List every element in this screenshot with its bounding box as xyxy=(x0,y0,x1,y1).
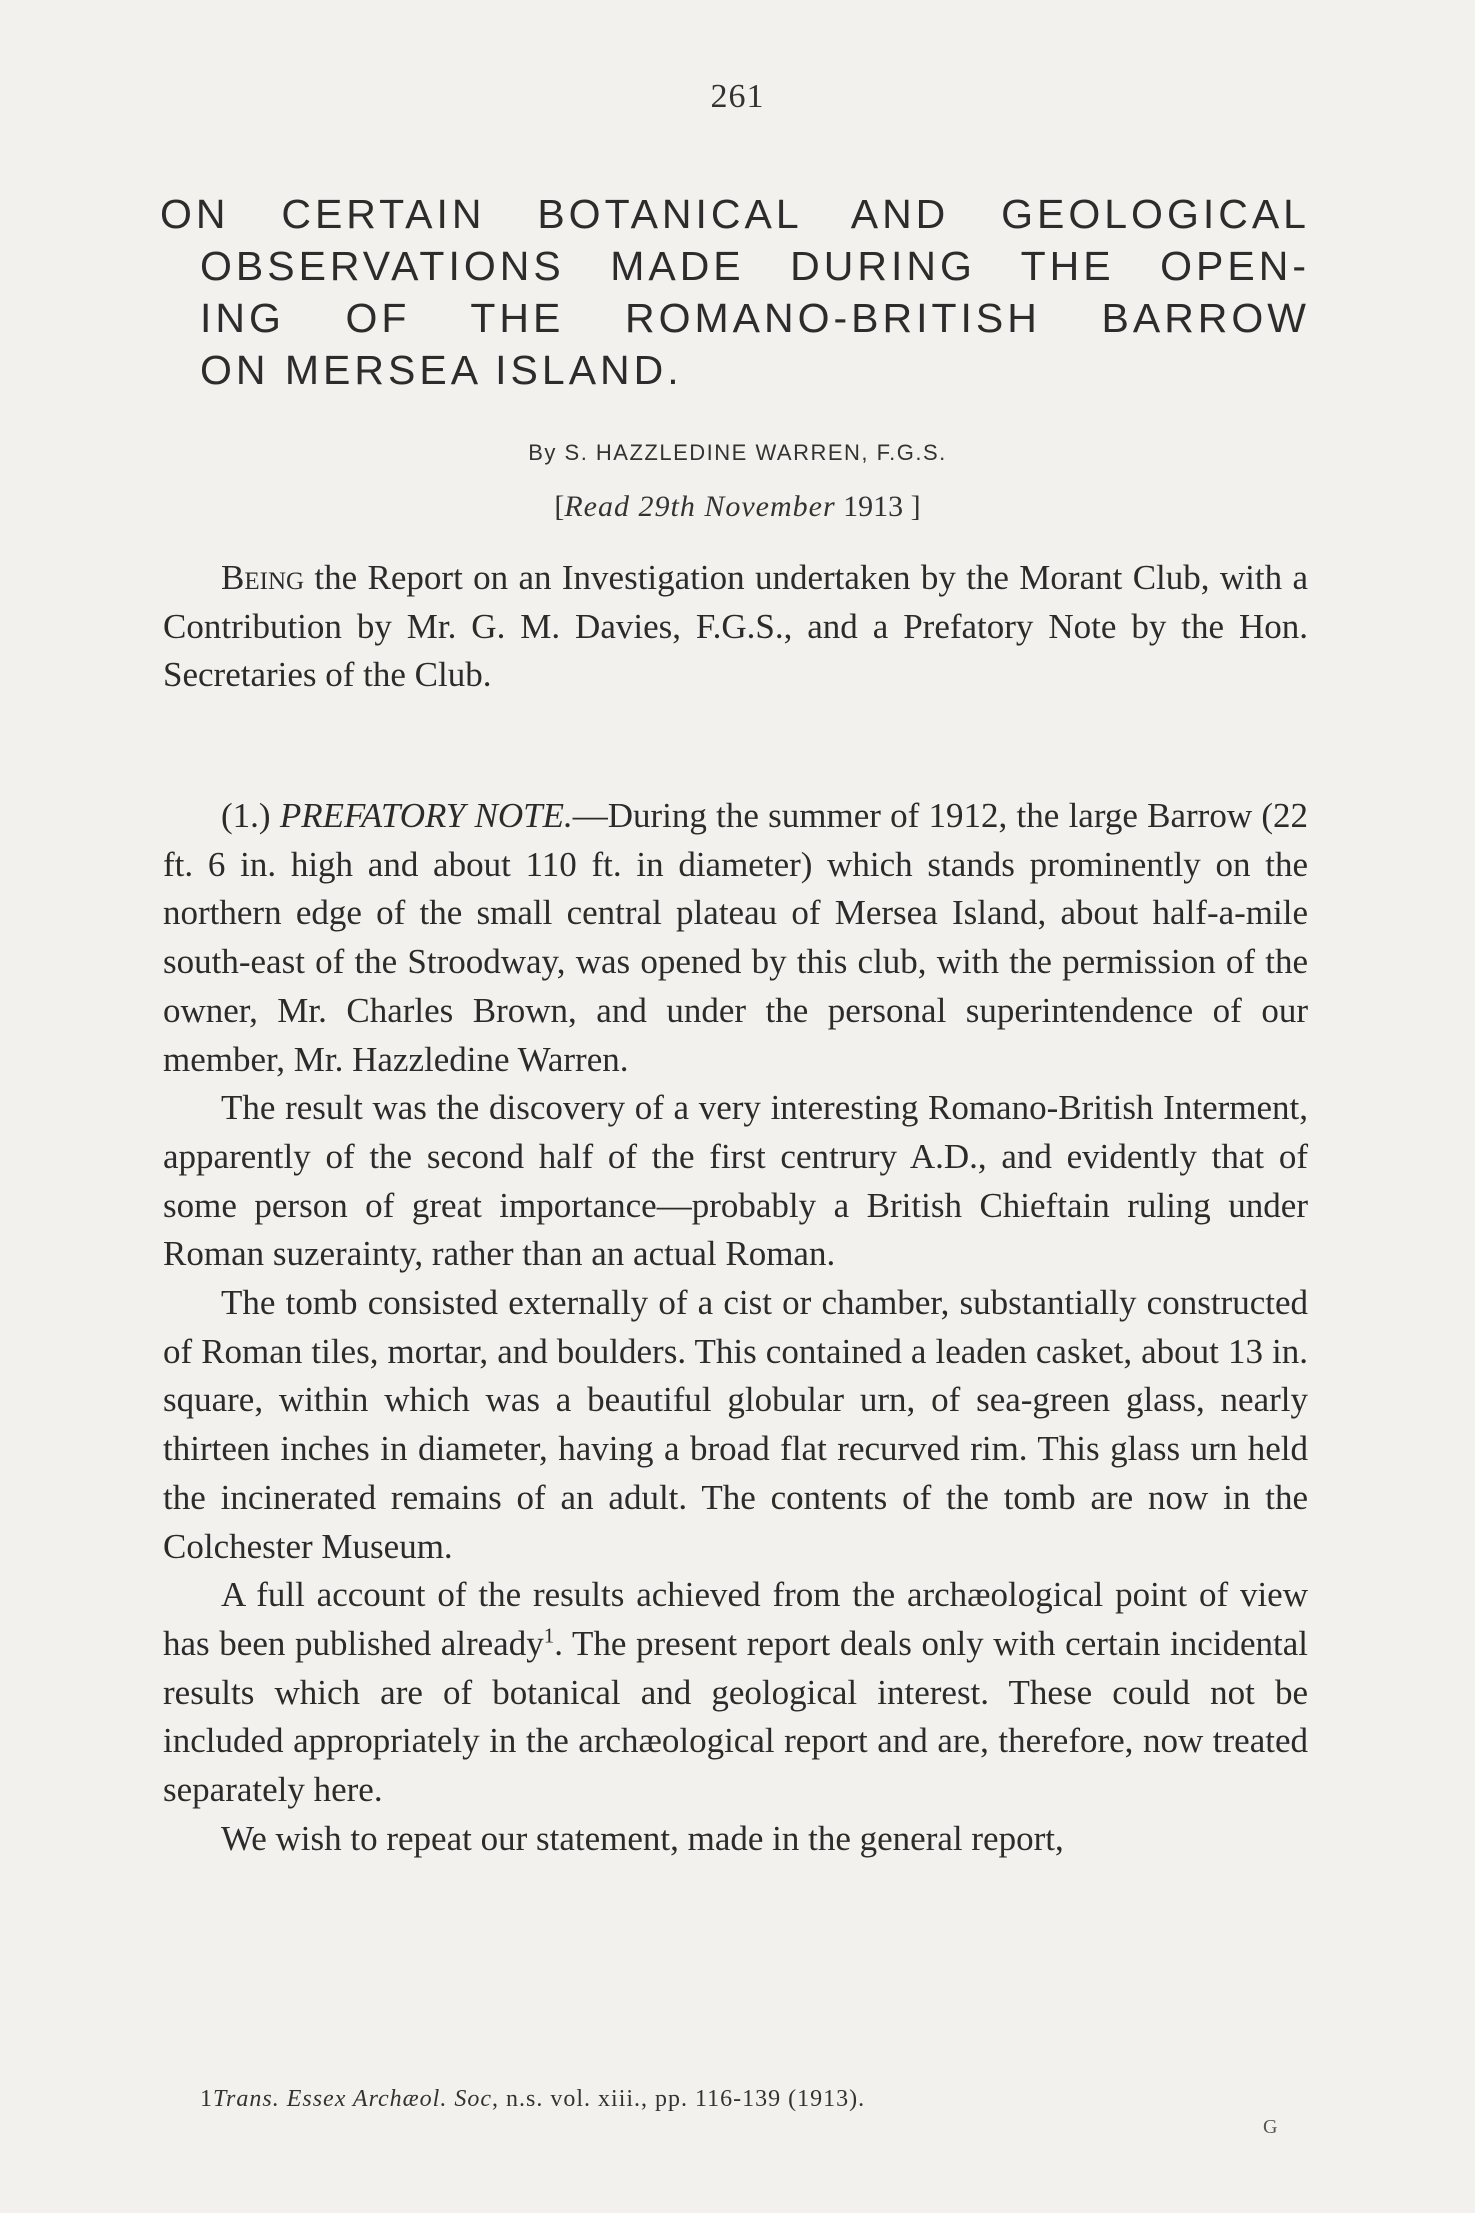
prefatory-number: (1.) xyxy=(221,796,280,835)
prefatory-heading: PREFATORY NOTE. xyxy=(279,796,573,835)
title-line-1: ON CERTAIN BOTANICAL AND GEOLOGICAL xyxy=(160,191,1310,237)
title-line-3: ING OF THE ROMANO-BRITISH BARROW xyxy=(200,295,1310,341)
prefatory-paragraph xyxy=(163,792,1308,1084)
article-title xyxy=(160,188,1310,396)
title-line-4: ON MERSEA ISLAND. xyxy=(200,347,683,393)
intro-paragraph xyxy=(163,554,1308,700)
closing-line: We wish to repeat our statement, made in the general report, xyxy=(221,1818,1064,1858)
read-date-close: ] xyxy=(910,490,921,523)
title-line-2: OBSERVATIONS MADE DURING THE OPEN- xyxy=(200,243,1310,289)
footnote-citation: , n.s. vol. xiii., pp. 116-139 (1913). xyxy=(492,2086,866,2112)
footnote-source: Trans. Essex Archæol. Soc xyxy=(213,2086,493,2112)
intro-lead-word: Being xyxy=(221,558,305,597)
intro-text: the Report on an Investigation undertaken by the Morant Club, with a Contribution by Mr. G. M. Davies, F.G.S., and a Prefatory Note by the Hon. Secretaries of the Club. xyxy=(163,558,1308,695)
read-date-year: 1913 xyxy=(843,490,904,523)
full-account-text: A full account of the results achieved from the archæological point of view has been published already xyxy=(163,1575,1308,1663)
read-date-open: [ xyxy=(554,490,565,523)
full-account-text-2: . The present report deals only with certain incidental results which are of botanical and geological interest. These could not be included appropriately in the archæological report and are, therefore, now treated separately here. xyxy=(163,1623,1309,1810)
result-paragraph: The result was the discovery of a very interesting Romano-British Interment, apparently of the second half of the first centrury A.D., and evidently that of some person of great importance—probably a British Chieftain ruling under Roman suzerainty, rather than an actual Roman. xyxy=(163,1088,1308,1274)
read-date-italic: Read 29th November xyxy=(564,490,836,523)
read-date xyxy=(0,490,1475,524)
full-account-paragraph xyxy=(163,1571,1308,1815)
author-byline: By S. HAZZLEDINE WARREN, F.G.S. xyxy=(528,440,947,465)
footnote xyxy=(200,2086,1300,2113)
main-body xyxy=(163,792,1308,1863)
signature-mark: G xyxy=(1263,2116,1278,2138)
page-number: 261 xyxy=(710,78,765,115)
tomb-paragraph: The tomb consisted externally of a cist or chamber, substantially constructed of Roman tiles, mortar, and boulders. This contained a leaden casket, about 13 in. square, within which was a beautiful globular urn, of sea-green glass, nearly thirteen inches in diameter, having a broad flat recurved rim. This glass urn held the incinerated remains of an adult. The contents of the tomb are now in the Colchester Museum. xyxy=(163,1283,1308,1566)
prefatory-text: —During the summer of 1912, the large Barrow (22 ft. 6 in. high and about 110 ft. in diameter) which stands prominently on the northern edge of the small central plateau of Mersea Island, about half-a-mile south-east of the Stroodway, was opened by this club, with the permission of the owner, Mr. Charles Brown, and under the personal superintendence of our member, Mr. Hazzledine Warren. xyxy=(163,796,1309,1079)
footnote-ref: 1 xyxy=(543,1623,555,1648)
footnote-marker: 1 xyxy=(200,2086,213,2112)
